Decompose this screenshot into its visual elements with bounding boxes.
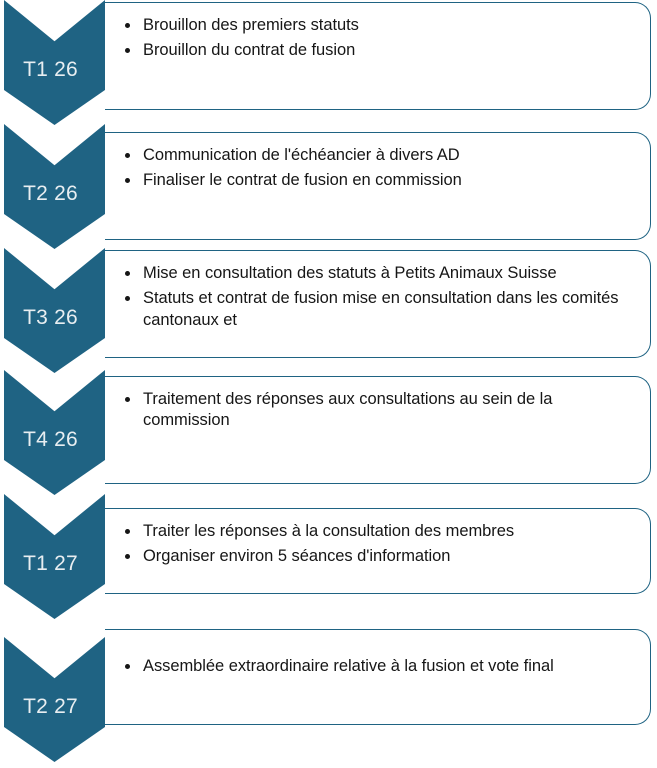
content-box-inner [105, 509, 650, 578]
content-box-inner [105, 251, 650, 341]
bullet-icon [125, 554, 130, 559]
bullet-list-3 [121, 263, 634, 331]
bullet-list-4 [121, 389, 634, 432]
bullet-icon [125, 153, 130, 158]
bullet-list-2 [121, 145, 634, 192]
content-box-5[interactable] [105, 508, 651, 594]
bullet-icon [125, 529, 130, 534]
content-box-inner [105, 630, 650, 687]
chevron-label-5: T1 27 [23, 552, 78, 575]
list-item [121, 40, 634, 61]
content-box-3[interactable] [105, 250, 651, 358]
list-item [121, 170, 634, 191]
bullet-icon [125, 664, 130, 669]
chevron-label-2: T2 26 [23, 182, 78, 205]
content-box-inner [105, 3, 650, 72]
bullet-list-1 [121, 15, 634, 62]
list-item [121, 389, 634, 432]
bullet-list-6 [121, 656, 634, 677]
bullet-icon [125, 178, 130, 183]
timeline-row [0, 124, 657, 249]
list-item [121, 15, 634, 36]
content-box-4[interactable] [105, 376, 651, 484]
bullet-icon [125, 271, 130, 276]
chevron-label-6: T2 27 [23, 695, 78, 718]
chevron-label-4: T4 26 [23, 428, 78, 451]
bullet-icon [125, 397, 130, 402]
list-item [121, 656, 634, 677]
bullet-text: Brouillon du contrat de fusion [143, 41, 356, 60]
bullet-icon [125, 296, 130, 301]
content-box-inner [105, 377, 650, 442]
content-box-6[interactable] [105, 629, 651, 725]
timeline-row [0, 494, 657, 619]
bullet-text: Assemblée extraordinaire relative à la fusion et vote final [143, 657, 554, 675]
bullet-text: Traitement des réponses aux consultations au sein de la commission [143, 390, 553, 430]
content-box-1[interactable] [105, 2, 651, 110]
list-item [121, 546, 634, 567]
content-box-2[interactable] [105, 132, 651, 240]
bullet-icon [125, 48, 130, 53]
bullet-text: Traiter les réponses à la consultation des membres [143, 522, 515, 540]
list-item [121, 263, 634, 284]
bullet-text: Statuts et contrat de fusion mise en consultation dans les comités cantonaux et [143, 289, 619, 329]
bullet-text: Communication de l'échéancier à divers AD [143, 146, 460, 164]
bullet-icon [125, 23, 130, 28]
bullet-text: Mise en consultation des statuts à Petits Animaux Suisse [143, 264, 557, 282]
timeline-row [0, 248, 657, 373]
content-box-inner [105, 133, 650, 202]
chevron-label-3: T3 26 [23, 306, 78, 329]
bullet-text: Finaliser le contrat de fusion en commission [143, 171, 462, 190]
list-item [121, 521, 634, 542]
bullet-text: Organiser environ 5 séances d'information [143, 547, 451, 566]
bullet-text: Brouillon des premiers statuts [143, 16, 359, 34]
chevron-label-1: T1 26 [23, 58, 78, 81]
list-item [121, 145, 634, 166]
list-item [121, 288, 634, 331]
bullet-list-5 [121, 521, 634, 568]
timeline-row [0, 637, 657, 762]
timeline-row [0, 370, 657, 495]
timeline-row [0, 0, 657, 125]
